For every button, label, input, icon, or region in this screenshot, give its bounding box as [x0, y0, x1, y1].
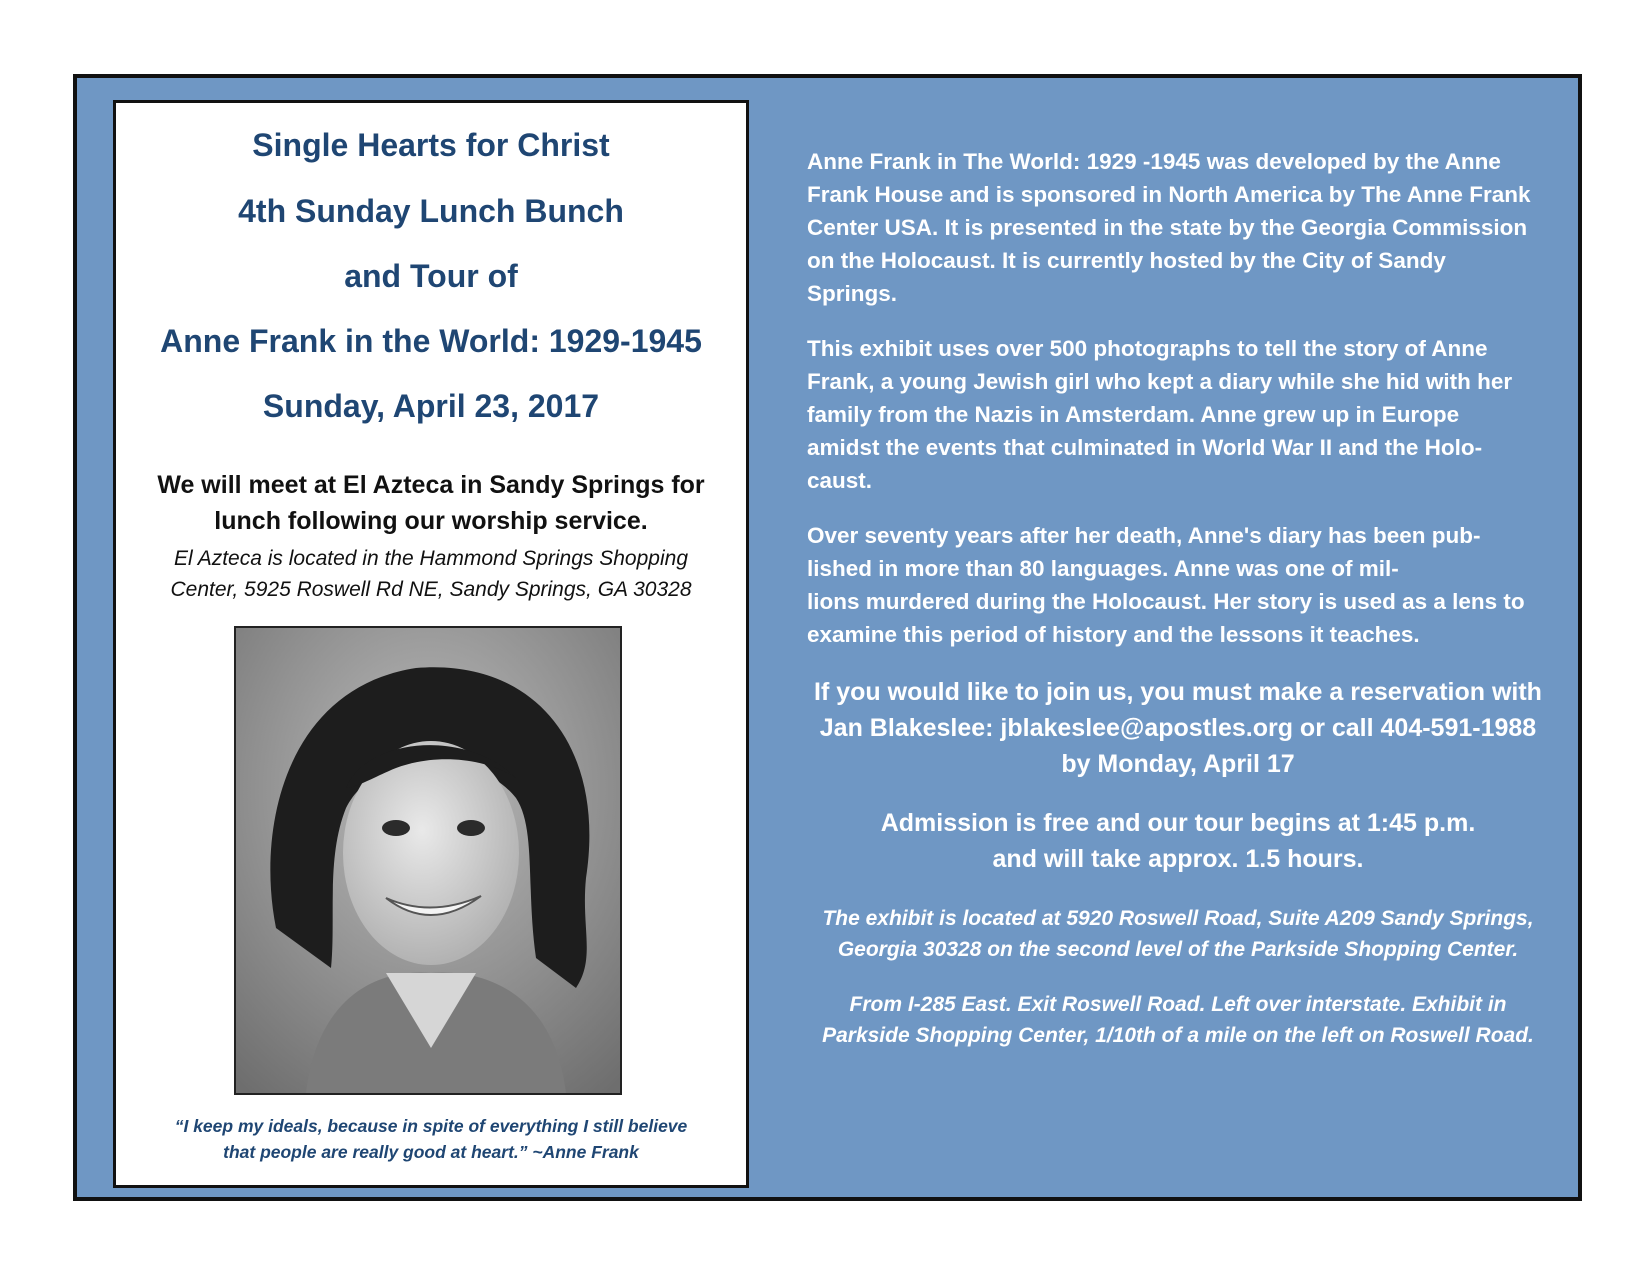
text-line: lions murdered during the Holocaust. Her story is used as a lens to: [807, 589, 1525, 614]
quote-line-2: that people are really good at heart.” ~Anne Frank: [223, 1142, 639, 1162]
text-line: lished in more than 80 languages. Anne was one of mil-: [807, 556, 1399, 581]
restaurant-location-line-2: Center, 5925 Roswell Rd NE, Sandy Springs, GA 30328: [170, 578, 692, 601]
portrait-photo-graphic: [236, 628, 620, 1093]
paragraph-diary-legacy: [807, 519, 1557, 651]
paragraph-exhibit-description: [807, 332, 1557, 497]
meeting-line-1: We will meet at El Azteca in Sandy Springs for: [157, 471, 705, 499]
directions: [793, 989, 1563, 1051]
left-card: [113, 100, 749, 1188]
text-line: Frank, a young Jewish girl who kept a diary while she hid with her: [807, 369, 1513, 394]
restaurant-location: [126, 543, 736, 605]
text-line: Frank House and is sponsored in North America by The Anne Frank: [807, 182, 1531, 207]
meeting-line-2: lunch following our worship service.: [214, 507, 648, 535]
text-line: on the Holocaust. It is currently hosted by the City of Sandy: [807, 248, 1446, 273]
text-line: amidst the events that culminated in World War II and the Holo-: [807, 435, 1483, 460]
event-title: 4th Sunday Lunch Bunch: [238, 193, 624, 229]
directions-line-1: From I-285 East. Exit Roswell Road. Left over interstate. Exhibit in: [849, 993, 1507, 1016]
event-subtitle: and Tour of: [344, 258, 518, 294]
admission-info: [793, 805, 1563, 877]
quote-line-1: “I keep my ideals, because in spite of everything I still believe: [174, 1116, 688, 1136]
restaurant-location-line-1: El Azteca is located in the Hammond Springs Shopping: [173, 547, 688, 570]
directions-line-2: Parkside Shopping Center, 1/10th of a mile on the left on Roswell Road.: [822, 1024, 1534, 1047]
text-line: examine this period of history and the lessons it teaches.: [807, 622, 1420, 647]
text-line: This exhibit uses over 500 photographs to tell the story of Anne: [807, 336, 1488, 361]
right-panel: [793, 78, 1563, 1197]
text-line: family from the Nazis in Amsterdam. Anne grew up in Europe: [807, 402, 1460, 427]
reservation-line-1: If you would like to join us, you must make a reservation with: [814, 678, 1542, 706]
portrait-photo: [234, 626, 622, 1095]
exhibit-title: Anne Frank in the World: 1929-1945: [160, 323, 702, 359]
flyer: [73, 74, 1582, 1201]
meeting-info: [126, 467, 736, 539]
paragraph-exhibit-origin: [807, 145, 1557, 310]
exhibit-location-line-1: The exhibit is located at 5920 Roswell Road, Suite A209 Sandy Springs,: [822, 907, 1534, 930]
exhibit-location-line-2: Georgia 30328 on the second level of the Parkside Shopping Center.: [837, 938, 1519, 961]
text-line: Springs.: [807, 281, 898, 306]
admission-line-2: and will take approx. 1.5 hours.: [992, 845, 1364, 873]
text-line: caust.: [807, 468, 873, 493]
reservation-info: [793, 674, 1563, 782]
text-line: Over seventy years after her death, Anne's diary has been pub-: [807, 523, 1481, 548]
admission-line-1: Admission is free and our tour begins at 1:45 p.m.: [880, 809, 1476, 837]
reservation-contact: Jan Blakeslee: jblakeslee@apostles.org or call 404-591-1988: [819, 714, 1537, 742]
reservation-deadline: by Monday, April 17: [1061, 750, 1295, 778]
exhibit-location: [793, 903, 1563, 965]
text-line: Anne Frank in The World: 1929 -1945 was developed by the Anne: [807, 149, 1501, 174]
anne-frank-quote: [136, 1113, 726, 1165]
text-line: Center USA. It is presented in the state by the Georgia Commission: [807, 215, 1528, 240]
event-date: Sunday, April 23, 2017: [262, 388, 600, 424]
group-name: Single Hearts for Christ: [252, 127, 610, 163]
